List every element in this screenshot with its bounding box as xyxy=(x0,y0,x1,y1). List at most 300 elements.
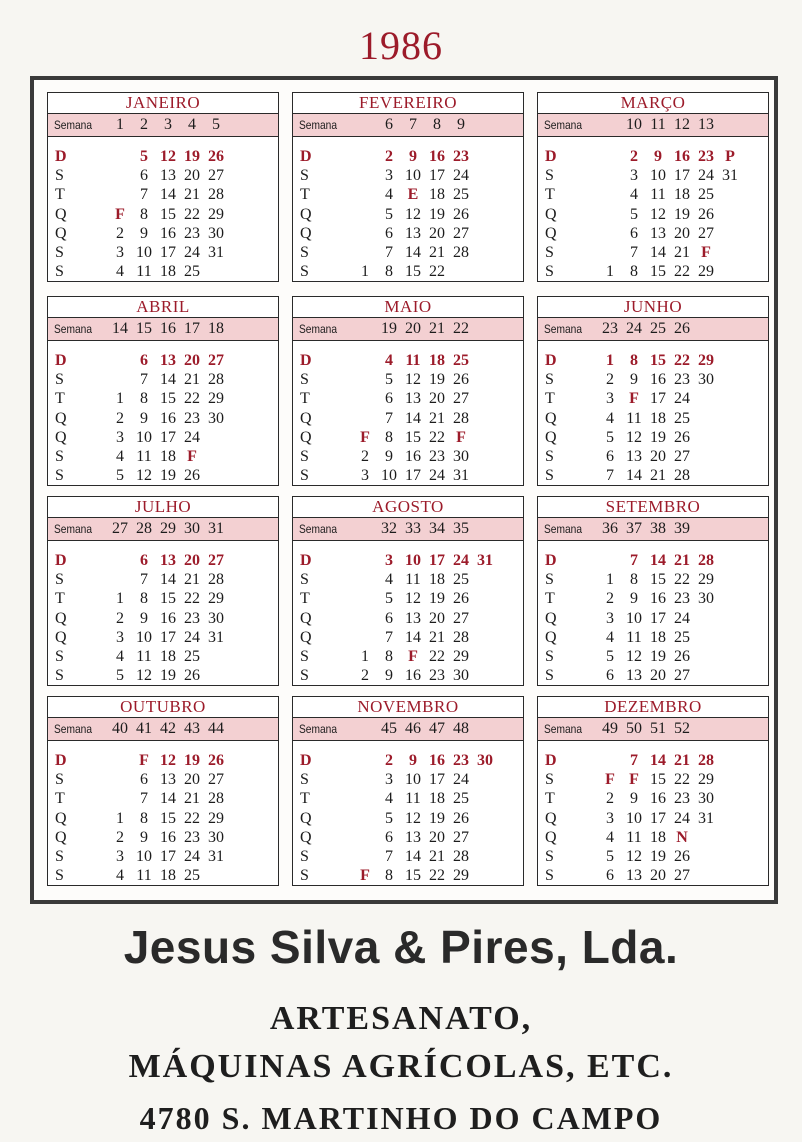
day-cell: 3 xyxy=(116,428,124,446)
business-line-1: ARTESANATO, xyxy=(269,1000,533,1037)
day-cell: 21 xyxy=(429,847,445,865)
day-cell xyxy=(204,466,228,485)
weekday-label: S xyxy=(300,243,309,261)
day-cell xyxy=(694,389,718,408)
day-cell: 9 xyxy=(630,371,638,389)
day-cell: 1 xyxy=(606,352,614,369)
day-cell: 7 xyxy=(140,371,148,389)
day-cell: 10 xyxy=(405,771,421,789)
day-cell xyxy=(718,666,742,685)
day-cell xyxy=(353,409,377,428)
day-cell: 13 xyxy=(160,167,176,185)
day-cell: 6 xyxy=(385,390,393,408)
day-cell: 7 xyxy=(630,752,638,769)
weekday-label: Q xyxy=(545,224,557,242)
day-cell: 4 xyxy=(116,867,124,885)
day-cell xyxy=(473,351,497,370)
day-row xyxy=(293,428,523,447)
day-cell: 15 xyxy=(650,263,666,281)
day-grid xyxy=(538,741,768,885)
day-cell: 21 xyxy=(429,409,445,427)
day-cell: 28 xyxy=(453,847,469,865)
day-cell: 16 xyxy=(405,447,421,465)
day-cell: 5 xyxy=(606,428,614,446)
day-cell: 3 xyxy=(606,809,614,827)
week-number: 6 xyxy=(385,116,393,133)
day-row xyxy=(293,551,523,570)
day-cell: 13 xyxy=(405,224,421,242)
week-label: Semana xyxy=(54,522,92,536)
day-cell: 3 xyxy=(385,552,393,569)
weekday-label: D xyxy=(55,552,67,569)
day-row xyxy=(293,809,523,828)
day-cell: 21 xyxy=(429,243,445,261)
day-cell: 17 xyxy=(650,609,666,627)
day-cell: 15 xyxy=(160,390,176,408)
month-1 xyxy=(292,92,524,282)
week-number: 15 xyxy=(136,320,152,337)
day-cell xyxy=(694,409,718,428)
day-cell xyxy=(204,866,228,885)
day-cell: 15 xyxy=(650,352,666,369)
day-row xyxy=(293,647,523,666)
day-row xyxy=(48,666,278,685)
weekday-label: S xyxy=(55,847,64,865)
month-4 xyxy=(292,296,524,486)
day-cell xyxy=(694,847,718,866)
day-cell xyxy=(353,589,377,608)
holiday-mark: N xyxy=(676,828,688,846)
day-row xyxy=(48,770,278,789)
weekday-label: Q xyxy=(300,428,312,446)
day-cell: 9 xyxy=(140,224,148,242)
weekday-label: Q xyxy=(55,809,67,827)
day-cell: 29 xyxy=(698,352,714,369)
weekday-label: D xyxy=(55,148,67,165)
day-cell: 28 xyxy=(453,243,469,261)
day-cell: 18 xyxy=(160,867,176,885)
day-cell: 19 xyxy=(429,809,445,827)
day-cell: 22 xyxy=(429,647,445,665)
day-grid xyxy=(538,137,768,281)
day-cell xyxy=(108,147,132,166)
day-cell: 26 xyxy=(674,647,690,665)
day-cell: 29 xyxy=(453,867,469,885)
day-cell: 22 xyxy=(184,205,200,223)
day-cell: 15 xyxy=(405,263,421,281)
month-11 xyxy=(537,696,769,886)
day-cell: 16 xyxy=(429,148,445,165)
day-cell xyxy=(718,224,742,243)
day-row xyxy=(293,789,523,808)
day-cell: 10 xyxy=(136,243,152,261)
day-cell: 4 xyxy=(606,628,614,646)
day-cell: 14 xyxy=(160,571,176,589)
day-row xyxy=(538,389,768,408)
week-number: 10 xyxy=(626,116,642,133)
day-cell: 4 xyxy=(116,447,124,465)
day-cell: 5 xyxy=(140,148,148,165)
day-cell xyxy=(204,647,228,666)
week-number: 4 xyxy=(188,116,196,133)
day-cell: 3 xyxy=(385,167,393,185)
holiday-mark: F xyxy=(701,243,711,261)
day-cell: 18 xyxy=(429,352,445,369)
day-cell: 24 xyxy=(453,771,469,789)
week-number: 5 xyxy=(212,116,220,133)
day-row xyxy=(293,866,523,885)
day-cell: 3 xyxy=(606,390,614,408)
day-cell xyxy=(718,628,742,647)
day-cell: 25 xyxy=(674,409,690,427)
day-cell: 10 xyxy=(626,809,642,827)
day-cell: 31 xyxy=(698,809,714,827)
day-cell: 18 xyxy=(650,828,666,846)
day-row xyxy=(538,828,768,847)
day-row xyxy=(48,647,278,666)
day-cell: 2 xyxy=(116,828,124,846)
day-cell xyxy=(473,370,497,389)
day-cell: 2 xyxy=(361,447,369,465)
day-cell xyxy=(473,243,497,262)
week-label: Semana xyxy=(299,722,337,736)
day-cell: 27 xyxy=(208,552,224,569)
day-cell xyxy=(718,570,742,589)
day-cell: 7 xyxy=(606,467,614,485)
week-number: 24 xyxy=(626,320,642,337)
day-cell: 10 xyxy=(381,467,397,485)
day-cell: 1 xyxy=(361,647,369,665)
weekday-label: S xyxy=(300,263,309,281)
day-row xyxy=(293,666,523,685)
day-cell xyxy=(228,351,252,370)
day-cell: 17 xyxy=(160,428,176,446)
day-cell xyxy=(228,666,252,685)
day-cell: 4 xyxy=(606,409,614,427)
day-cell: 17 xyxy=(650,809,666,827)
weekday-label: Q xyxy=(55,224,67,242)
weekday-label: S xyxy=(545,571,554,589)
calendar-year: 1986 xyxy=(359,23,443,68)
weekday-label: T xyxy=(545,590,555,608)
day-cell: 30 xyxy=(208,828,224,846)
day-cell: 29 xyxy=(698,263,714,281)
week-number: 33 xyxy=(405,520,421,537)
day-cell: 24 xyxy=(184,847,200,865)
weekday-label: Q xyxy=(55,428,67,446)
day-cell: 27 xyxy=(453,609,469,627)
day-cell: 27 xyxy=(674,867,690,885)
week-number: 42 xyxy=(160,720,176,737)
day-cell: 30 xyxy=(208,224,224,242)
weekday-label: S xyxy=(545,447,554,465)
weekday-label: Q xyxy=(545,609,557,627)
day-cell xyxy=(108,166,132,185)
week-number: 52 xyxy=(674,720,690,737)
day-cell: 6 xyxy=(606,447,614,465)
day-cell xyxy=(694,828,718,847)
day-cell xyxy=(228,166,252,185)
day-cell: 1 xyxy=(116,390,124,408)
weekday-label: S xyxy=(55,447,64,465)
weekday-label: D xyxy=(55,352,67,369)
day-cell: 23 xyxy=(184,609,200,627)
day-row xyxy=(48,351,278,370)
day-cell xyxy=(228,866,252,885)
week-numbers xyxy=(108,114,228,136)
weekday-label: Q xyxy=(300,828,312,846)
weekday-label: S xyxy=(545,867,554,885)
day-row xyxy=(538,847,768,866)
day-cell: 23 xyxy=(429,447,445,465)
day-cell: 3 xyxy=(361,467,369,485)
day-cell: 29 xyxy=(208,390,224,408)
day-cell xyxy=(228,847,252,866)
day-cell xyxy=(228,224,252,243)
day-cell: 22 xyxy=(429,263,445,281)
day-cell: 25 xyxy=(453,352,469,369)
day-cell: 2 xyxy=(116,409,124,427)
day-cell xyxy=(473,589,497,608)
day-cell: 3 xyxy=(116,847,124,865)
day-cell xyxy=(228,205,252,224)
week-label: Semana xyxy=(299,322,337,336)
day-cell xyxy=(473,789,497,808)
day-row xyxy=(538,147,768,166)
day-row xyxy=(293,262,523,281)
day-row xyxy=(48,185,278,204)
day-cell xyxy=(694,447,718,466)
day-cell: 28 xyxy=(208,571,224,589)
day-row xyxy=(538,166,768,185)
day-cell: 28 xyxy=(208,371,224,389)
week-number: 27 xyxy=(112,520,128,537)
weekday-label: S xyxy=(55,467,64,485)
day-cell: 13 xyxy=(626,447,642,465)
week-row xyxy=(48,114,278,137)
day-row xyxy=(293,828,523,847)
week-row xyxy=(538,114,768,137)
month-9 xyxy=(47,696,279,886)
day-cell: 3 xyxy=(606,609,614,627)
day-cell: 10 xyxy=(136,628,152,646)
day-cell: 17 xyxy=(650,390,666,408)
day-cell: 21 xyxy=(184,571,200,589)
day-row xyxy=(538,262,768,281)
weekday-label: D xyxy=(300,352,312,369)
day-cell: 20 xyxy=(429,224,445,242)
month-name: DEZEMBRO xyxy=(538,697,768,718)
day-cell: 28 xyxy=(208,186,224,204)
day-cell: 16 xyxy=(160,828,176,846)
weekday-label: T xyxy=(545,790,555,808)
day-row xyxy=(538,751,768,770)
day-row xyxy=(48,466,278,485)
day-cell: 23 xyxy=(698,148,714,165)
day-cell: 2 xyxy=(361,667,369,685)
day-cell: 23 xyxy=(453,752,469,769)
day-cell: 6 xyxy=(140,352,148,369)
day-row xyxy=(48,224,278,243)
day-cell: 12 xyxy=(405,590,421,608)
day-cell xyxy=(449,262,473,281)
day-cell: 8 xyxy=(630,571,638,589)
weekday-label: S xyxy=(300,447,309,465)
day-cell: 15 xyxy=(650,771,666,789)
day-row xyxy=(48,809,278,828)
month-name: FEVEREIRO xyxy=(293,93,523,114)
day-cell: 9 xyxy=(140,609,148,627)
day-cell xyxy=(718,351,742,370)
day-cell: 30 xyxy=(208,609,224,627)
day-cell: 28 xyxy=(698,752,714,769)
holiday-mark: F xyxy=(408,647,418,665)
day-cell: 12 xyxy=(136,467,152,485)
week-number: 2 xyxy=(140,116,148,133)
day-cell: 23 xyxy=(429,667,445,685)
day-cell: 3 xyxy=(385,771,393,789)
month-name: JUNHO xyxy=(538,297,768,318)
weekday-label: S xyxy=(55,371,64,389)
day-cell: 5 xyxy=(606,647,614,665)
day-cell: 3 xyxy=(630,167,638,185)
weekday-label: S xyxy=(300,571,309,589)
holiday-mark: F xyxy=(360,428,370,446)
day-cell xyxy=(718,609,742,628)
weekday-label: Q xyxy=(55,828,67,846)
day-cell: 23 xyxy=(184,409,200,427)
weekday-label: Q xyxy=(545,428,557,446)
day-row xyxy=(48,828,278,847)
weekday-label: T xyxy=(55,790,65,808)
day-cell: 16 xyxy=(160,409,176,427)
day-cell: 22 xyxy=(674,571,690,589)
weekday-label: D xyxy=(300,752,312,769)
day-cell: 18 xyxy=(160,447,176,465)
day-cell: 20 xyxy=(184,167,200,185)
week-number: 31 xyxy=(208,520,224,537)
weekday-label: S xyxy=(300,647,309,665)
day-cell: 5 xyxy=(385,590,393,608)
day-cell: 23 xyxy=(184,828,200,846)
day-cell: 26 xyxy=(453,590,469,608)
day-cell: 20 xyxy=(650,447,666,465)
day-cell: 16 xyxy=(650,790,666,808)
day-cell: 15 xyxy=(160,590,176,608)
day-cell: 9 xyxy=(140,409,148,427)
day-cell: 17 xyxy=(160,243,176,261)
day-cell: 7 xyxy=(385,847,393,865)
week-number: 12 xyxy=(674,116,690,133)
day-cell: 21 xyxy=(674,752,690,769)
day-row xyxy=(48,447,278,466)
weekday-label: Q xyxy=(300,205,312,223)
day-cell xyxy=(228,647,252,666)
weekday-label: Q xyxy=(300,628,312,646)
day-cell xyxy=(108,751,132,770)
weekday-label: Q xyxy=(300,809,312,827)
day-row xyxy=(293,185,523,204)
day-cell xyxy=(718,866,742,885)
day-cell xyxy=(473,262,497,281)
day-cell: 14 xyxy=(405,847,421,865)
day-cell xyxy=(473,409,497,428)
week-numbers xyxy=(108,718,228,740)
weekday-label: S xyxy=(300,667,309,685)
weekday-label: S xyxy=(545,263,554,281)
day-cell xyxy=(718,789,742,808)
day-cell: 24 xyxy=(184,243,200,261)
day-row xyxy=(293,751,523,770)
weekday-label: S xyxy=(545,667,554,685)
day-cell xyxy=(228,262,252,281)
day-grid xyxy=(48,341,278,485)
day-cell: 2 xyxy=(606,790,614,808)
day-cell xyxy=(473,185,497,204)
day-cell xyxy=(353,243,377,262)
day-grid xyxy=(293,541,523,685)
day-cell: 1 xyxy=(361,263,369,281)
day-cell xyxy=(353,166,377,185)
day-cell: 26 xyxy=(208,752,224,769)
weekday-label: S xyxy=(55,571,64,589)
week-number: 48 xyxy=(453,720,469,737)
day-cell: 14 xyxy=(650,243,666,261)
day-cell xyxy=(228,147,252,166)
day-cell: 12 xyxy=(626,647,642,665)
day-cell: 8 xyxy=(630,352,638,369)
weekday-label: S xyxy=(55,771,64,789)
week-number: 3 xyxy=(164,116,172,133)
day-cell: 22 xyxy=(184,390,200,408)
month-10 xyxy=(292,696,524,886)
week-row xyxy=(538,718,768,741)
day-cell: 14 xyxy=(160,371,176,389)
day-row xyxy=(538,185,768,204)
week-number: 20 xyxy=(405,320,421,337)
day-row xyxy=(293,628,523,647)
day-cell: 4 xyxy=(116,647,124,665)
day-cell: 19 xyxy=(184,752,200,769)
day-cell: 11 xyxy=(405,790,421,808)
day-row xyxy=(293,847,523,866)
day-cell xyxy=(473,166,497,185)
day-cell: 22 xyxy=(674,771,690,789)
day-cell: 29 xyxy=(698,571,714,589)
day-cell xyxy=(718,243,742,262)
day-cell xyxy=(694,428,718,447)
week-label: Semana xyxy=(544,322,582,336)
day-cell xyxy=(694,466,718,485)
day-cell xyxy=(353,570,377,589)
weekday-label: T xyxy=(300,790,310,808)
weekday-label: T xyxy=(545,390,555,408)
holiday-mark: F xyxy=(605,771,615,789)
weekday-label: S xyxy=(55,243,64,261)
day-cell: 14 xyxy=(405,243,421,261)
day-cell: 3 xyxy=(116,243,124,261)
day-cell: 5 xyxy=(385,371,393,389)
day-cell: 8 xyxy=(385,647,393,665)
week-label: Semana xyxy=(544,722,582,736)
day-cell: 13 xyxy=(160,771,176,789)
day-row xyxy=(48,389,278,408)
day-cell: 6 xyxy=(385,828,393,846)
day-cell: 27 xyxy=(208,771,224,789)
day-cell: 11 xyxy=(626,628,642,646)
company-name: Jesus Silva & Pires, Lda. xyxy=(123,921,679,973)
week-number: 30 xyxy=(184,520,200,537)
